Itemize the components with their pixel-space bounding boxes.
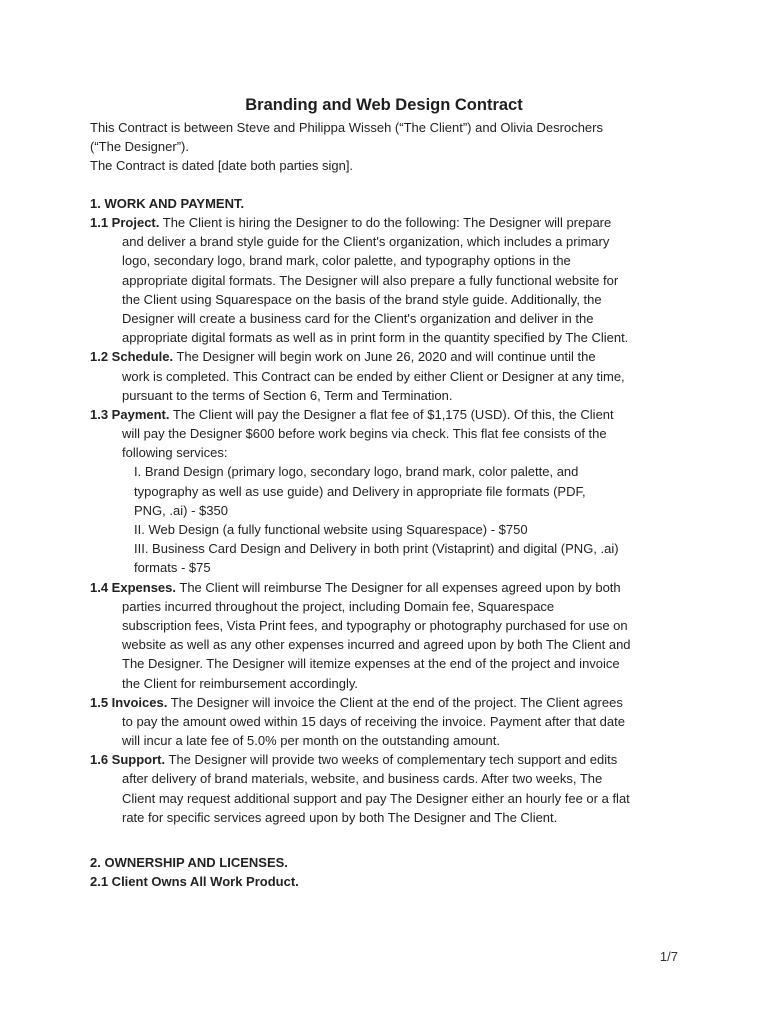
clause-line: website as well as any other expenses incurred and agreed upon by both The Client and <box>122 637 631 653</box>
subsection-heading: 2.1 Client Owns All Work Product. <box>90 874 299 889</box>
service-line: formats - $75 <box>134 560 211 576</box>
document-title: Branding and Web Design Contract <box>245 96 523 114</box>
clause-text: The Client is hiring the Designer to do the following: The Designer will prepare <box>159 215 612 230</box>
service-line: PNG, .ai) - $350 <box>134 502 228 518</box>
intro-line: (“The Designer”). <box>90 139 189 154</box>
clause-first-line <box>90 213 690 232</box>
clause-line: rate for specific services agreed upon by both The Designer and The Client. <box>122 809 558 825</box>
section-ownership <box>90 853 690 891</box>
clause-line: Designer will create a business card for the Client's organization and deliver in the <box>122 310 594 326</box>
clause-first-line <box>90 750 690 769</box>
clause-label: 1.4 Expenses. <box>90 579 176 595</box>
clause-line: to pay the amount owed within 15 days of receiving the invoice. Payment after that date <box>122 713 625 729</box>
clause-item <box>90 693 690 751</box>
clause-line: will incur a late fee of 5.0% per month on the outstanding amount. <box>122 733 500 749</box>
clause-label: 1.2 Schedule. <box>90 349 174 365</box>
service-line: typography as well as use guide) and Delivery in appropriate file formats (PDF, <box>134 483 586 499</box>
intro-paragraph <box>90 118 690 175</box>
intro-line: This Contract is between Steve and Philippa Wisseh (“The Client”) and Olivia Desrochers <box>90 120 603 135</box>
clause-list <box>90 213 690 827</box>
clause-text: The Designer will begin work on June 26, 2020 and will continue until the <box>173 349 596 365</box>
clause-label: 1.6 Support. <box>90 752 166 768</box>
clause-item <box>90 750 690 827</box>
clause-line: following services: <box>122 445 228 461</box>
section-work-and-payment <box>90 194 690 827</box>
clause-line: logo, secondary logo, brand mark, color palette, and typography options in the <box>122 253 571 269</box>
clause-line: subscription fees, Vista Print fees, and typography or photography purchased for use on <box>122 617 628 633</box>
clause-line: the Client for reimbursement accordingly. <box>122 675 359 691</box>
clause-line: The Designer. The Designer will itemize expenses at the end of the project and invoice <box>122 656 620 672</box>
clause-line: pursuant to the terms of Section 6, Term and Termination. <box>122 387 453 403</box>
clause-first-line <box>90 405 690 424</box>
clause-label: 1.1 Project. <box>90 215 160 230</box>
clause-label: 1.3 Payment. <box>90 406 170 422</box>
clause-label: 1.5 Invoices. <box>90 694 168 710</box>
service-line: II. Web Design (a fully functional website using Squarespace) - $750 <box>134 522 528 537</box>
clause-line: appropriate digital formats. The Designer will also prepare a fully functional website for <box>122 272 619 288</box>
clause-text: The Client will pay the Designer a flat fee of $1,175 (USD). Of this, the Client <box>169 406 614 422</box>
clause-item <box>90 213 690 347</box>
clause-text: The Designer will invoice the Client at the end of the project. The Client agrees <box>167 694 623 710</box>
clause-first-line <box>90 347 690 366</box>
clause-line: after delivery of brand materials, website, and business cards. After two weeks, The <box>122 771 603 787</box>
clause-line: Client may request additional support and pay The Designer either an hourly fee or a flat <box>122 790 630 806</box>
section-heading: 1. WORK AND PAYMENT. <box>90 196 245 211</box>
clause-line: and deliver a brand style guide for the Client's organization, which includes a primary <box>122 234 610 250</box>
section-heading: 2. OWNERSHIP AND LICENSES. <box>90 855 288 870</box>
clause-line: appropriate digital formats as well as in print form in the quantity specified by The Client. <box>122 330 629 346</box>
clause-line: the Client using Squarespace on the basis of the brand style guide. Additionally, the <box>122 291 602 307</box>
intro-line: The Contract is dated [date both parties sign]. <box>90 158 354 173</box>
clause-first-line <box>90 578 690 597</box>
clause-item <box>90 578 690 693</box>
clause-text: The Designer will provide two weeks of complementary tech support and edits <box>165 752 618 768</box>
clause-item <box>90 405 690 578</box>
clause-item <box>90 347 690 405</box>
service-line: III. Business Card Design and Delivery in both print (Vistaprint) and digital (PNG, .ai) <box>134 541 619 557</box>
clause-line: will pay the Designer $600 before work begins via check. This flat fee consists of the <box>122 426 607 442</box>
clause-line: parties incurred throughout the project, including Domain fee, Squarespace <box>122 598 555 614</box>
clause-line: work is completed. This Contract can be ended by either Client or Designer at any time, <box>122 368 625 384</box>
page-number: 1/7 <box>659 949 678 964</box>
clause-first-line <box>90 693 690 712</box>
clause-text: The Client will reimburse The Designer for all expenses agreed upon by both <box>176 579 621 595</box>
service-line: I. Brand Design (primary logo, secondary logo, brand mark, color palette, and <box>134 464 579 480</box>
